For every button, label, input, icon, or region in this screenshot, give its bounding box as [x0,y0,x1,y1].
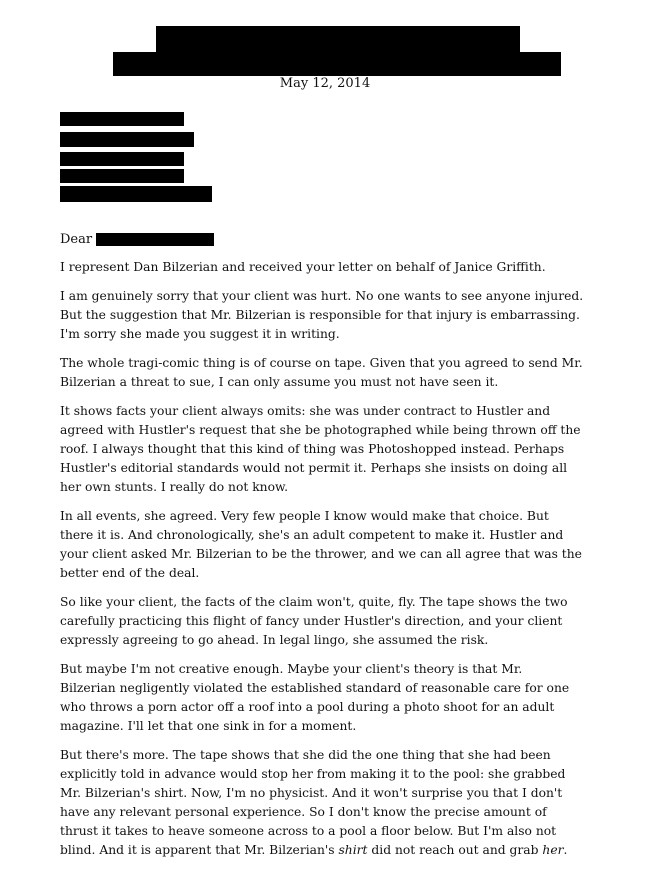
text-line: The whole tragi-comic thing is of course on tape. Given that you agreed to send Mr. [60,356,583,370]
text-line: I represent Dan Bilzerian and received your letter on behalf of Janice Griffith. [60,260,546,274]
text-line: her own stunts. I really do not know. [60,480,288,494]
paragraph-7 [60,660,650,736]
letter-body [60,258,650,870]
paragraph-8 [60,746,650,860]
text-line: thrust it takes to heave someone across to a pool a floor below. But I'm also not [60,824,557,838]
text-line: So like your client, the facts of the claim won't, quite, fly. The tape shows the two [60,595,568,609]
text-segment: did not reach out and grab [367,843,543,857]
text-line: who throws a porn actor off a roof into a pool during a photo shoot for an adult [60,700,555,714]
text-line: agreed with Hustler's request that she be photographed while being thrown off the [60,423,581,437]
text-line: But there's more. The tape shows that she did the one thing that she had been [60,748,551,762]
text-line: carefully practicing this flight of fancy under Hustler's direction, and your client [60,614,563,628]
redacted-address-line-2 [60,132,194,147]
text-line: Bilzerian negligently violated the established standard of reasonable care for one [60,681,570,695]
text-line: your client asked Mr. Bilzerian to be the thrower, and we can all agree that was the [60,547,582,561]
paragraph-2 [60,287,650,344]
text-segment: . [563,843,568,857]
text-line: there it is. And chronologically, she's an adult competent to make it. Hustler and [60,528,564,542]
text-line: have any relevant personal experience. So I don't know the precise amount of [60,805,547,819]
redacted-recipient-name [96,233,214,246]
redacted-letterhead-line-1 [156,26,520,52]
paragraph-5 [60,507,650,583]
text-segment: blind. And it is apparent that Mr. Bilzerian's [60,843,339,857]
text-line: roof. I always thought that this kind of thing was Photoshopped instead. Perhaps [60,442,565,456]
redacted-letterhead-line-2 [113,52,561,76]
letter-date: May 12, 2014 [279,76,371,91]
text-line: In all events, she agreed. Very few people I know would make that choice. But [60,509,549,523]
text-line: expressly agreeing to go ahead. In legal lingo, she assumed the risk. [60,633,489,647]
paragraph-4 [60,402,650,497]
salutation-prefix: Dear [60,232,93,247]
emphasis-her: her [542,843,564,857]
redacted-address-line-5 [60,186,212,202]
paragraph-6 [60,593,650,650]
text-line: better end of the deal. [60,566,200,580]
paragraph-3 [60,354,650,392]
text-line: But the suggestion that Mr. Bilzerian is responsible for that injury is embarrassing. [60,308,580,322]
text-line: But maybe I'm not creative enough. Maybe your client's theory is that Mr. [60,662,523,676]
text-line-last [60,841,650,860]
redacted-address-line-4 [60,169,184,183]
text-line: explicitly told in advance would stop her from making it to the pool: she grabbed [60,767,566,781]
paragraph-1 [60,258,650,277]
salutation [60,232,214,247]
text-line: It shows facts your client always omits: she was under contract to Hustler and [60,404,551,418]
text-line: I am genuinely sorry that your client was hurt. No one wants to see anyone injured. [60,289,584,303]
emphasis-shirt: shirt [338,843,368,857]
text-line: Hustler's editorial standards would not permit it. Perhaps she insists on doing all [60,461,568,475]
text-line: Bilzerian a threat to sue, I can only assume you must not have seen it. [60,375,499,389]
text-line: Mr. Bilzerian's shirt. Now, I'm no physicist. And it won't surprise you that I don't [60,786,563,800]
text-line: I'm sorry she made you suggest it in writing. [60,327,340,341]
redacted-address-line-1 [60,112,184,126]
text-line: magazine. I'll let that one sink in for a moment. [60,719,357,733]
redacted-address-line-3 [60,152,184,166]
